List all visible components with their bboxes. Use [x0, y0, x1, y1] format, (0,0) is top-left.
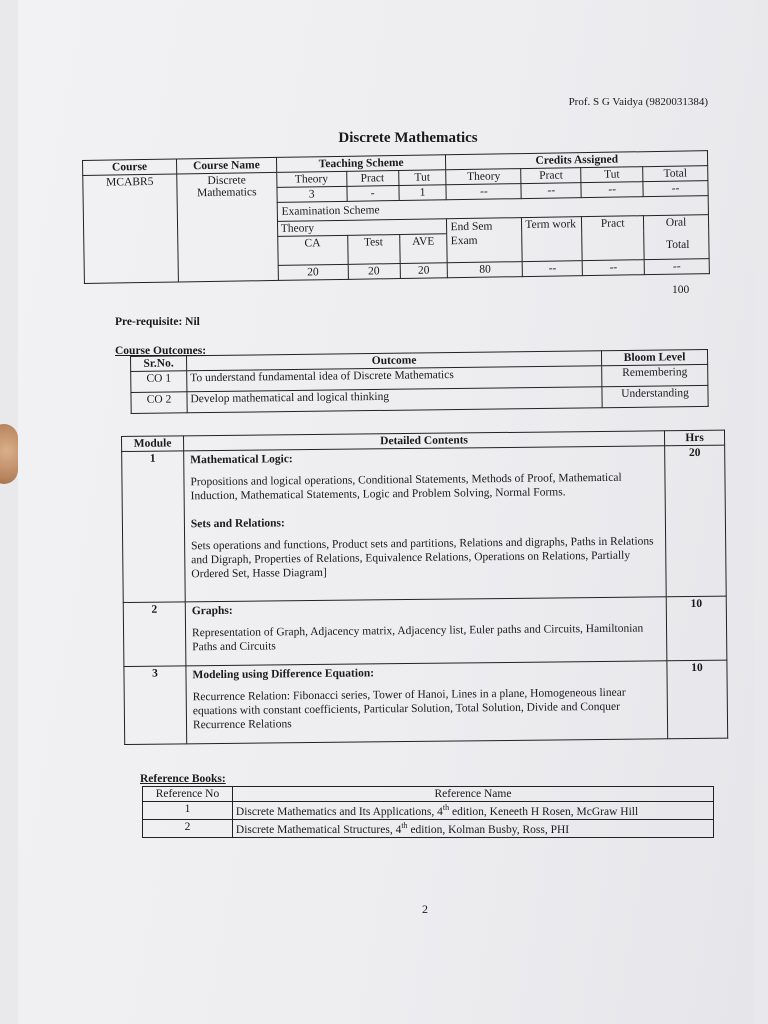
teach-theory-value: 3 — [277, 186, 347, 202]
header-reference-no: Reference No — [143, 787, 233, 802]
term-work-value: -- — [522, 261, 582, 277]
table-row — [123, 596, 727, 666]
exam-oral-label: Oral — [644, 215, 710, 260]
module-topic-text: Recurrence Relation: Fibonacci series, Tower of Hanoi, Lines in a plane, Homogeneous linear equations with constant coefficients, Particular Solution, Total Solution, Divide and Conquer Recurrence Relations — [192, 686, 626, 732]
teach-theory-label: Theory — [276, 171, 346, 187]
module-details — [184, 446, 667, 602]
teach-tut-value: 1 — [398, 185, 446, 201]
table-row — [143, 802, 714, 820]
co-outcome: To understand fundamental idea of Discrete Mathematics — [187, 366, 602, 392]
module-hours: 10 — [666, 596, 727, 661]
teach-pract-value: - — [347, 186, 399, 202]
reference-text: edition, Kolman Busby, Ross, PHI — [407, 823, 570, 836]
header-detailed-contents: Detailed Contents — [183, 431, 664, 451]
module-topic-heading: Mathematical Logic: — [190, 453, 293, 467]
references-table — [142, 786, 714, 838]
total-value: 100 — [672, 284, 690, 296]
reference-number: 1 — [143, 802, 233, 820]
reference-superscript: th — [442, 803, 450, 812]
exam-scheme-label: Examination Scheme — [277, 196, 709, 222]
co-number: CO 1 — [131, 371, 187, 393]
table-row — [124, 660, 728, 744]
exam-total-label: Total — [666, 239, 690, 251]
reference-superscript: th — [401, 820, 408, 830]
module-hours: 10 — [667, 660, 728, 739]
cred-theory-value: -- — [446, 184, 521, 200]
exam-ca-label: CA — [277, 235, 347, 265]
cred-pract-value: -- — [521, 183, 581, 199]
co-bloom: Remembering — [602, 364, 708, 386]
course-table — [82, 150, 710, 284]
page-title — [0, 130, 768, 147]
cred-tut-value: -- — [581, 182, 643, 198]
title-text: Discrete Mathematics — [338, 130, 478, 146]
course-name: Discrete Mathematics — [177, 172, 279, 282]
module-details — [185, 597, 667, 666]
reference-books-heading: Reference Books: — [140, 773, 226, 785]
module-topic-heading: Sets and Relations: — [190, 517, 285, 531]
module-topic-text: Sets operations and functions, Product sets and partitions, Relations and digraphs, Paths in Relations and Digraph, Properties of Relations, Equivalence Relations, Operations on Relations, Partially Ordered Set, Hasse Diagram] — [191, 535, 654, 581]
end-sem-value: 80 — [448, 262, 523, 278]
co-outcome: Develop mathematical and logical thinking — [187, 387, 602, 413]
thumb-in-photo — [0, 424, 18, 484]
module-topic-heading: Modeling using Difference Equation: — [192, 667, 375, 682]
exam-end-sem-label: End Sem Exam — [447, 218, 523, 263]
module-number: 3 — [124, 666, 187, 745]
exam-ave-label: AVE — [399, 234, 447, 264]
reference-name — [232, 819, 713, 837]
exam-pract-label: Pract — [582, 216, 645, 261]
exam-term-work-label: Term work — [522, 217, 583, 262]
header-teaching-scheme: Teaching Scheme — [276, 155, 446, 173]
header-bloom-level: Bloom Level — [602, 349, 708, 365]
pract-value: -- — [582, 260, 644, 276]
reference-name — [232, 802, 713, 820]
reference-number: 2 — [143, 819, 233, 837]
module-details — [186, 661, 668, 744]
ave-value: 20 — [400, 263, 448, 279]
course-code: MCABR5 — [83, 174, 179, 283]
co-bloom: Understanding — [602, 385, 708, 407]
exam-theory-label: Theory — [277, 219, 447, 237]
header-course: Course — [83, 159, 177, 175]
reference-text: Discrete Mathematics and Its Applications, 4 — [235, 805, 443, 818]
teach-tut-label: Tut — [398, 170, 446, 186]
teach-pract-label: Pract — [346, 171, 398, 187]
reference-text: edition, Keneeth H Rosen, McGraw Hill — [449, 805, 639, 818]
header-outcome: Outcome — [186, 351, 601, 371]
cred-pract-label: Pract — [521, 168, 581, 184]
exam-test-label: Test — [347, 235, 399, 265]
module-topic-heading: Graphs: — [191, 604, 233, 618]
header-module: Module — [122, 436, 184, 452]
oral-value: -- — [644, 259, 709, 275]
cred-total-value: -- — [643, 181, 708, 197]
test-value: 20 — [348, 264, 400, 280]
header-reference-name: Reference Name — [232, 787, 713, 802]
module-topic-text: Propositions and logical operations, Conditional Statements, Methods of Proof, Mathematical Induction, Mathematical Statements, Logic and Problem Solving, Normal Forms. — [190, 471, 622, 503]
module-hours: 20 — [665, 445, 727, 597]
contents-table — [121, 430, 728, 745]
cred-total-label: Total — [643, 166, 708, 182]
outcomes-table — [130, 349, 709, 414]
module-number: 1 — [122, 451, 186, 603]
co-number: CO 2 — [131, 392, 187, 414]
reference-text: Discrete Mathematical Structures, 4 — [235, 823, 402, 836]
table-row — [143, 819, 714, 837]
header-hrs: Hrs — [665, 430, 725, 446]
table-row — [122, 445, 727, 602]
header-sr-no: Sr.No. — [131, 356, 187, 372]
page-number: 2 — [422, 902, 428, 916]
ca-value: 20 — [278, 264, 348, 280]
module-number: 2 — [123, 602, 186, 667]
header-course-name: Course Name — [176, 157, 276, 174]
module-topic-text: Representation of Graph, Adjacency matrix, Adjacency list, Euler paths and Circuits, Hamiltonian Paths and Circuits — [191, 622, 644, 654]
cred-theory-label: Theory — [446, 169, 521, 185]
course-outcomes-heading: Course Outcomes: — [115, 345, 207, 357]
cred-tut-label: Tut — [581, 167, 643, 183]
author-line: Prof. S G Vaidya (9820031384) — [568, 96, 708, 108]
header-credits-assigned: Credits Assigned — [446, 151, 708, 170]
prerequisite: Pre-requisite: Nil — [115, 316, 200, 328]
